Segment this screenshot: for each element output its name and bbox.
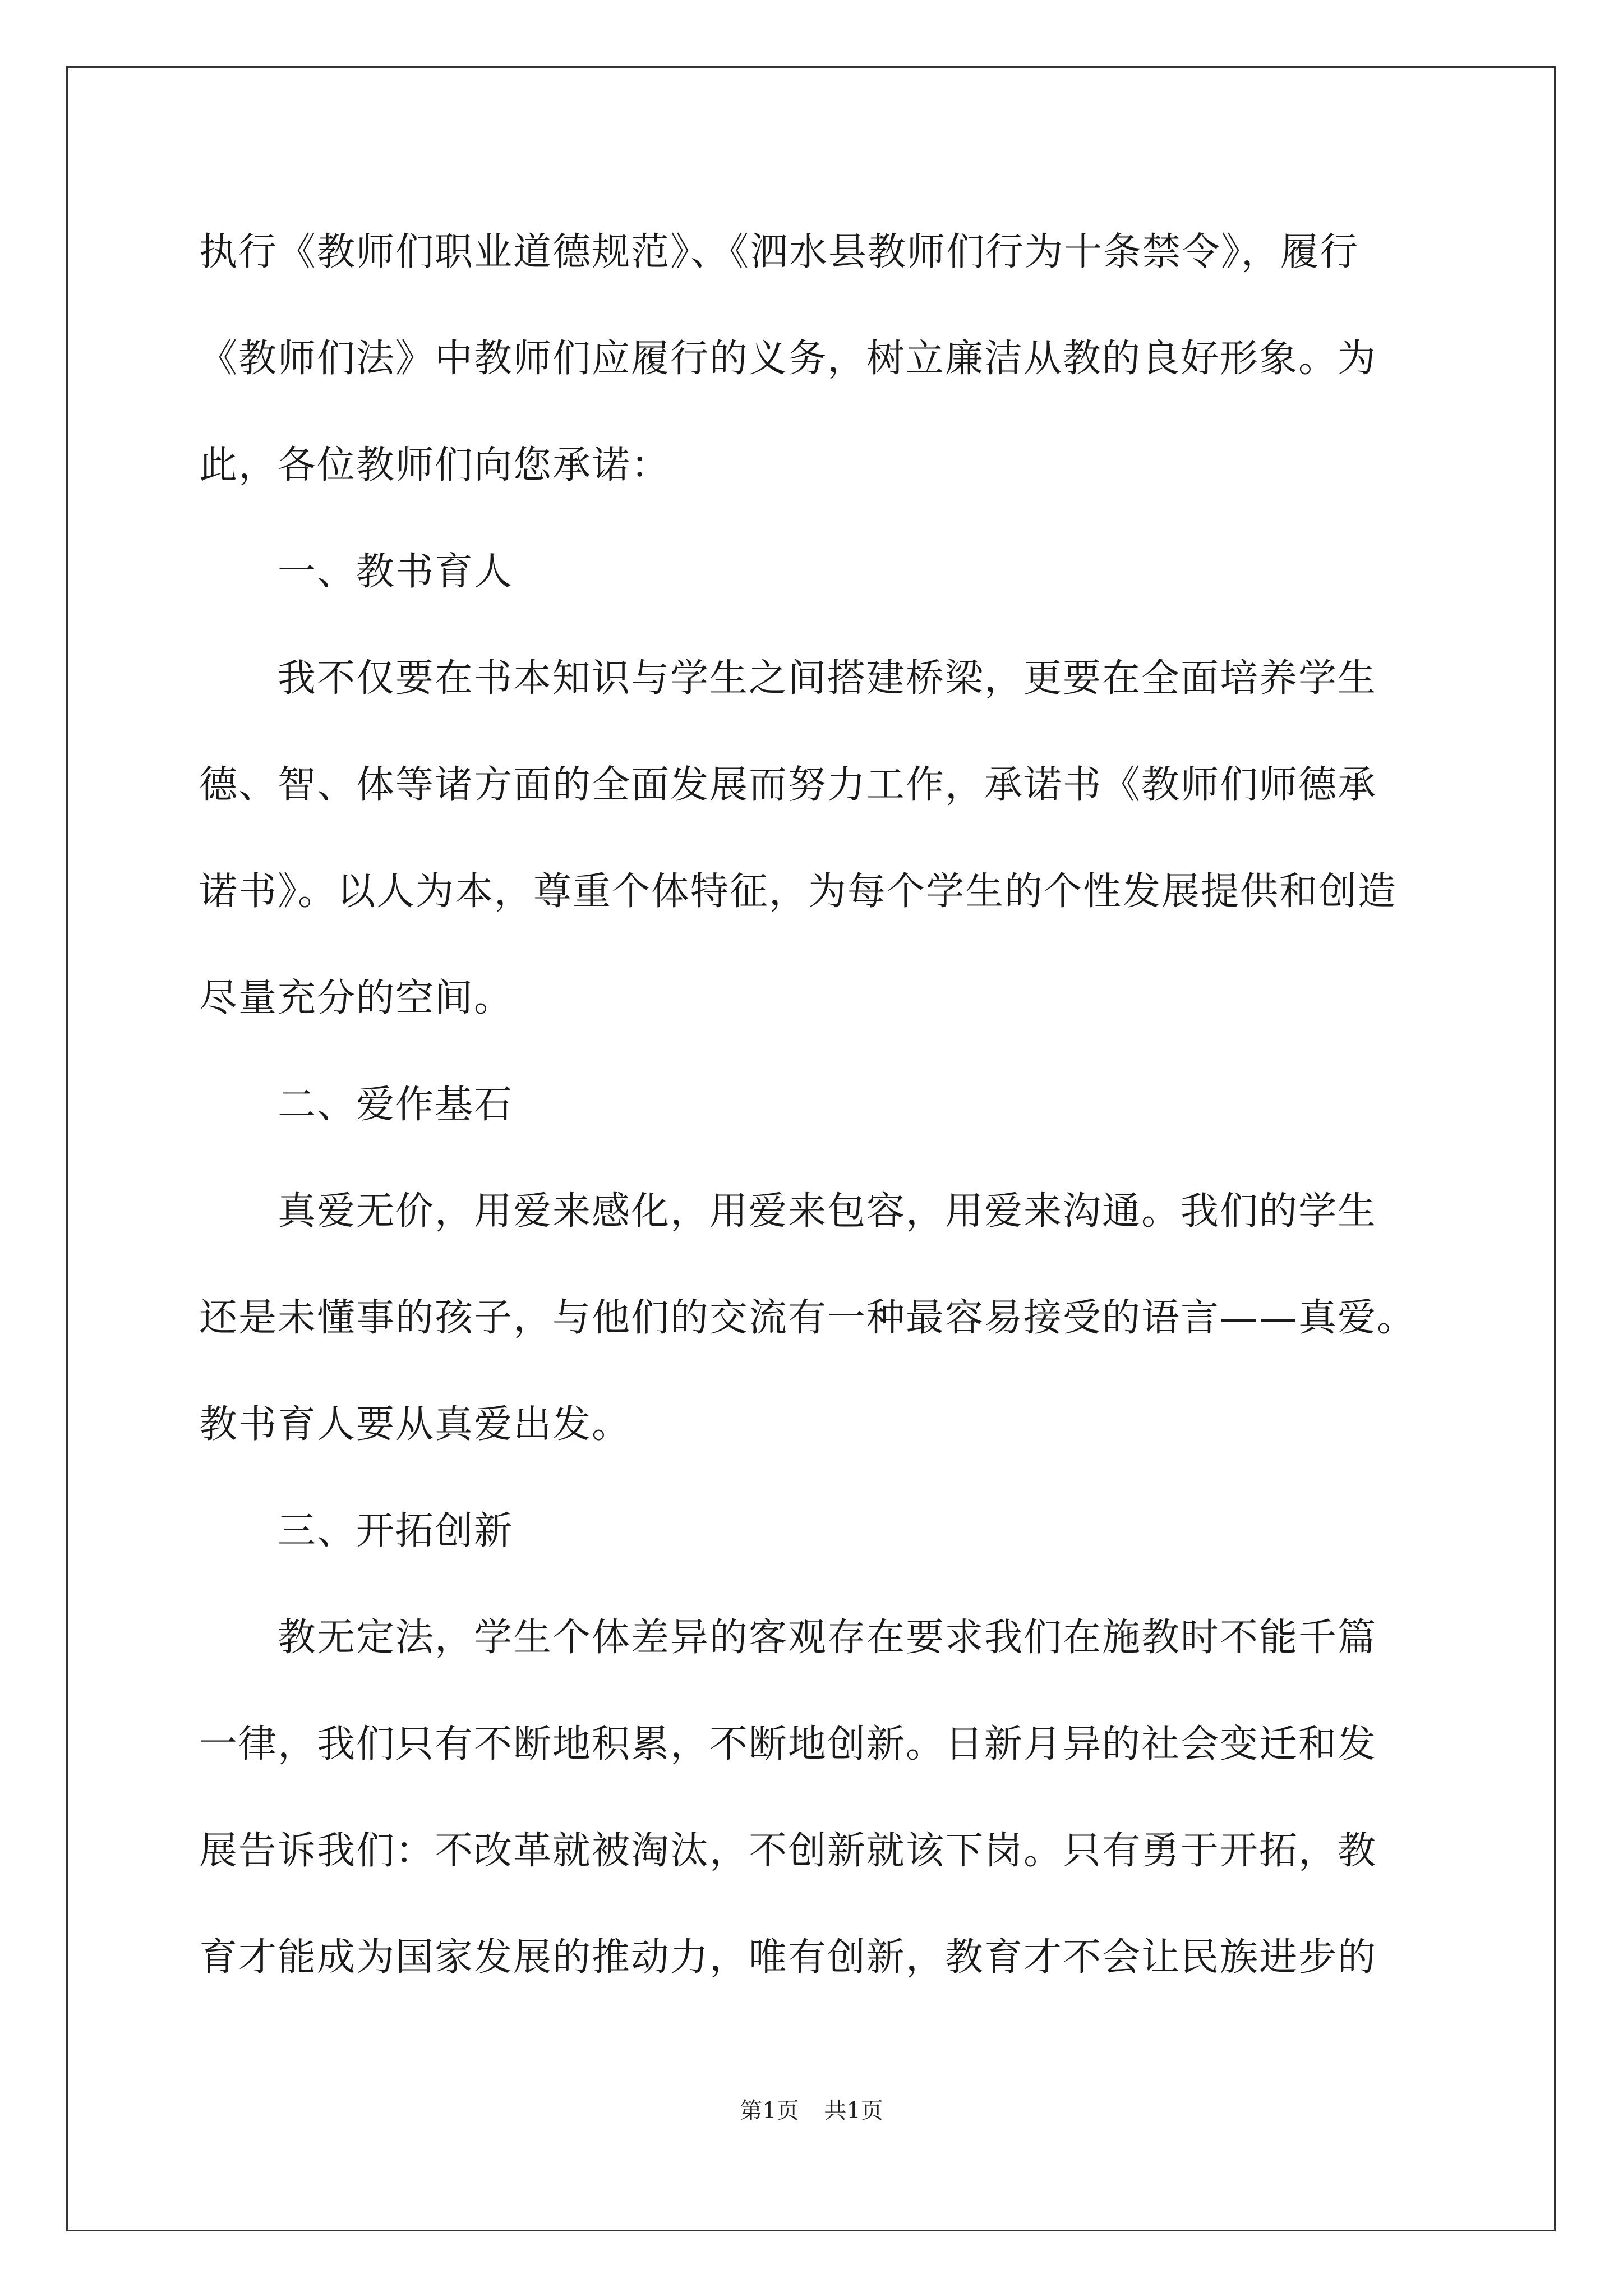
- text-line: 德、智、体等诸方面的全面发展而努力工作，承诺书《教师们师德承: [199, 763, 1377, 807]
- page-number: 第1页: [740, 2098, 799, 2124]
- text-line: 尽量充分的空间。: [199, 976, 514, 1020]
- text-line: 我不仅要在书本知识与学生之间搭建桥梁，更要在全面培养学生: [199, 656, 1377, 701]
- text-line: 一律，我们只有不断地积累，不断地创新。日新月异的社会变迁和发: [199, 1722, 1377, 1766]
- section-heading: 二、爱作基石: [199, 1083, 514, 1127]
- text-line: 还是未懂事的孩子，与他们的交流有一种最容易接受的语言——真爱。: [199, 1296, 1417, 1340]
- text-line: 真爱无价，用爱来感化，用爱来包容，用爱来沟通。我们的学生: [199, 1189, 1377, 1234]
- page-footer: [0, 2097, 1623, 2125]
- text-line: 教书育人要从真爱出发。: [199, 1402, 631, 1447]
- text-line: 教无定法，学生个体差异的客观存在要求我们在施教时不能千篇: [199, 1616, 1377, 1660]
- section-heading: 三、开拓创新: [199, 1509, 514, 1553]
- page-total: 共1页: [824, 2098, 883, 2124]
- page-border: [66, 66, 1556, 2231]
- text-line: 育才能成为国家发展的推动力，唯有创新，教育才不会让民族进步的: [199, 1935, 1377, 1980]
- section-heading: 一、教书育人: [199, 550, 514, 594]
- text-line: 《教师们法》中教师们应履行的义务，树立廉洁从教的良好形象。为: [199, 337, 1377, 381]
- text-line: 展告诉我们：不改革就被淘汰，不创新就该下岗。只有勇于开拓，教: [199, 1829, 1377, 1873]
- text-line: 诺书》。以人为本，尊重个体特征，为每个学生的个性发展提供和创造: [199, 869, 1398, 914]
- text-line: 此，各位教师们向您承诺：: [199, 443, 671, 487]
- text-line: 执行《教师们职业道德规范》、《泗水县教师们行为十条禁令》，履行: [199, 230, 1359, 274]
